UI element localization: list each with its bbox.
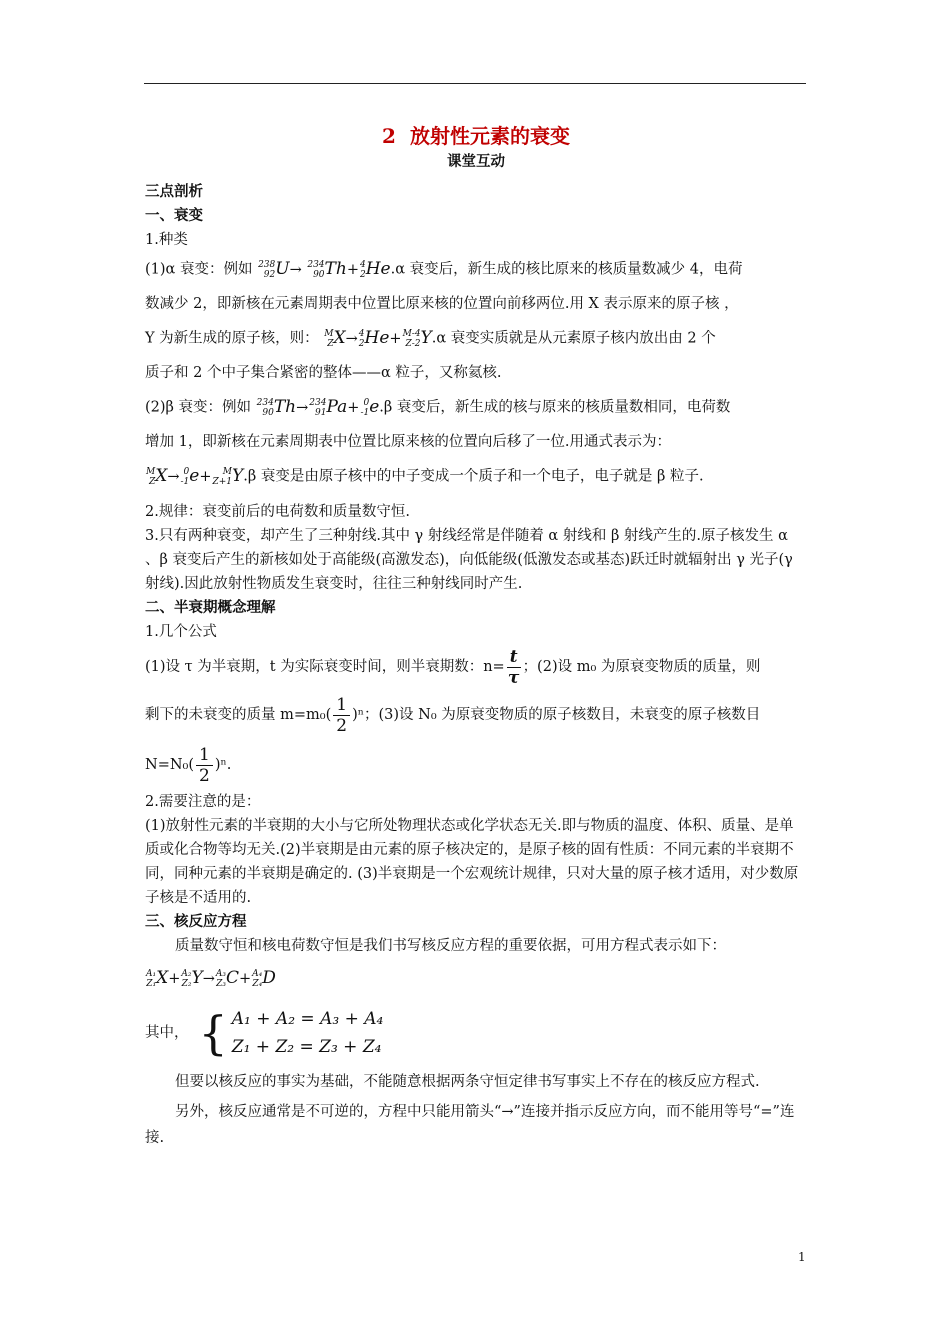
beta-general-equation: M Z X→ 0 -1 e+ M Z+1 Y	[146, 466, 244, 487]
charge-number-equation: Z₁ + Z₂ = Z₃ + Z₄	[231, 1037, 382, 1057]
heading-half-life: 二、半衰期概念理解	[145, 599, 276, 616]
alpha-text-3: Y 为新生成的原子核，则：	[145, 330, 319, 347]
alpha-general-equation: M Z X→ 4 2 He+ M-4 Z-2 Y	[324, 328, 432, 349]
reaction-irreversible: 另外，核反应通常是不可逆的，方程中只能用箭头“→”连接并指示反应方向，而不能用等号“=”连接.	[145, 1104, 795, 1146]
t-over-tau-fraction: $\frac{t}{\tau}$	[507, 646, 520, 688]
formula-m-text: 剩下的未衰变的质量 m=m₀(	[145, 707, 332, 723]
beta-general-para	[145, 459, 807, 494]
formula-m0-text: ；(2)设 m₀ 为原衰变物质的质量，则	[522, 659, 761, 675]
header-rule	[144, 83, 806, 84]
three-rays-para: 3.只有两种衰变，却产生了三种射线.其中 γ 射线经常是伴随着 α 射线和 β 射线产生的.原子核发生 α 、β 衰变后产生的新核如处于高能级(高激发态)，向低能级(低激发态或基态)跃迁时就辐射出 γ 光子(γ 射线).因此放射性物质发生衰变时，往往三种射线同时产生.	[145, 528, 793, 592]
beta-intro: (2)β 衰变：例如	[145, 399, 252, 416]
reaction-equation: A₁ Z₁ X+ A₂ Z₂ Y→ A₃ Z₃ C+ A₄ Z₄ D	[146, 968, 276, 989]
formula-N0-text: )ⁿ；(3)设 N₀ 为原衰变物质的原子核数目，未衰变的原子核数目	[352, 707, 761, 723]
conservation-system	[145, 1005, 807, 1061]
formula-N-text: N=N₀(	[145, 757, 194, 773]
page-title	[145, 122, 807, 150]
formula-m-para	[145, 690, 807, 740]
reaction-caveat: 但要以核反应的事实为基础，不能随意根据两条守恒定律书写事实上不存在的核反应方程式.	[175, 1074, 760, 1090]
half-fraction-2: $\frac{1}{2}$	[196, 745, 213, 786]
rule-conservation: 2.规律：衰变前后的电荷数和质量数守恒.	[145, 504, 410, 520]
alpha-decay-para	[145, 252, 807, 287]
document-body	[145, 122, 807, 1151]
formula-n-text: (1)设 τ 为半衰期，t 为实际衰变时间，则半衰期数：n=	[145, 659, 505, 675]
beta-text-3: .β 衰变是由原子核中的中子变成一个质子和一个电子，电子就是 β 粒子.	[243, 468, 704, 485]
heading-nuclear-reaction: 三、核反应方程	[145, 913, 247, 930]
half-fraction: $\frac{1}{2}$	[333, 695, 350, 736]
alpha-intro: (1)α 衰变：例如	[145, 261, 253, 278]
reaction-intro: 质量数守恒和核电荷数守恒是我们书写核反应方程的重要依据，可用方程式表示如下：	[175, 938, 726, 954]
formula-n-para	[145, 644, 807, 690]
formulas-label: 1.几个公式	[145, 624, 217, 640]
formula-N-end: )ⁿ.	[214, 757, 232, 773]
formula-N-para	[145, 740, 807, 790]
alpha-equation: 238 92 U→ 234 90 Th+ 4 2 He	[258, 259, 391, 280]
mass-number-equation: A₁ + A₂ = A₃ + A₄	[231, 1009, 384, 1029]
alpha-text-5: 质子和 2 个中子集合紧密的整体——α 粒子，又称氦核.	[145, 365, 502, 381]
beta-decay-para	[145, 390, 807, 425]
page-number: 1	[798, 1250, 806, 1264]
alpha-text-1: .α 衰变后，新生成的核比原来的核质量数减少 4，电荷	[390, 261, 743, 278]
notes-label: 2.需要注意的是：	[145, 794, 261, 810]
alpha-text-4: .α 衰变实质就是从元素原子核内放出由 2 个	[431, 330, 716, 347]
alpha-text-2: 数减少 2，即新核在元素周期表中位置比原来核的位置向前移两位.用 X 表示原来的原子核 ，	[145, 296, 739, 312]
beta-text-2: 增加 1，即新核在元素周期表中位置比原来核的位置向后移了一位.用通式表示为：	[145, 434, 671, 450]
alpha-general-para	[145, 321, 807, 356]
brace-glyph: {	[198, 1006, 228, 1060]
section-heading-main: 三点剖析	[145, 183, 203, 200]
decay-types-label: 1.种类	[145, 232, 188, 248]
title-text: 放射性元素的衰变	[409, 124, 570, 148]
beta-text-1: .β 衰变后，新生成的核与原来的核质量数相同，电荷数	[379, 399, 731, 416]
title-number: 2	[382, 124, 396, 148]
where-label: 其中，	[145, 1025, 189, 1041]
subtitle: 课堂互动	[447, 153, 505, 170]
heading-decay: 一、衰变	[145, 207, 203, 224]
notes-para: (1)放射性元素的半衰期的大小与它所处物理状态或化学状态无关.即与物质的温度、体积、质量、是单质或化合物等均无关.(2)半衰期是由元素的原子核决定的，是原子核的固有性质：不同元素的半衰期不同，同种元素的半衰期是确定的. (3)半衰期是一个宏观统计规律，只对大量的原子核才适用，对少数原子核是不适用的.	[145, 818, 799, 906]
beta-equation: 234 90 Th→ 234 91 Pa+ 0 -1 e	[256, 397, 380, 418]
